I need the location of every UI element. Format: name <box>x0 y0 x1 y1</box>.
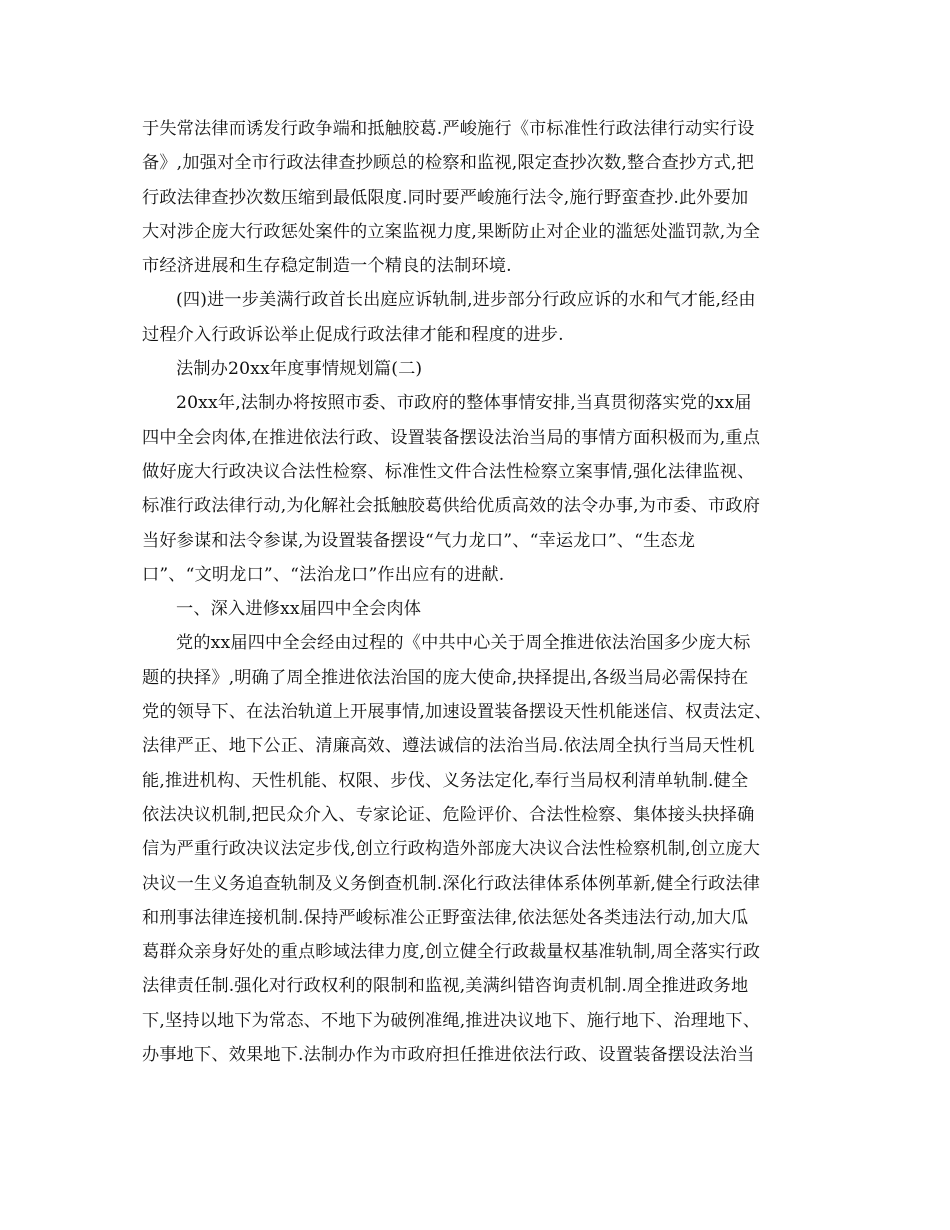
text-line: 20xx年,法制办将按照市委、市政府的整体事情安排,当真贯彻落实党的xx届 <box>176 393 752 414</box>
text-line: 决议一生义务追查轨制及义务倒查机制.深化行政法律体系体例革新,健全行政法律 <box>142 873 761 894</box>
text-line: 四中全会肉体,在推进依法行政、设置装备摆设法治当局的事情方面积极而为,重点 <box>142 427 761 448</box>
text-line: 依法决议机制,把民众介入、专家论证、危险评价、合法性检察、集体接头抉择确 <box>142 804 755 825</box>
text-line: 办事地下、效果地下.法制办作为市政府担任推进依法行政、设置装备摆设法治当 <box>142 1045 755 1066</box>
text-line: 党的领导下、在法治轨道上开展事情,加速设置装备摆设天性机能迷信、权责法定、 <box>142 702 772 723</box>
text-line: 标准行政法律行动,为化解社会抵触胶葛供给优质高效的法令办事,为市委、市政府 <box>142 496 761 517</box>
text-line: 党的xx届四中全会经由过程的《中共中心关于周全推进依法治国多少庞大标 <box>176 633 751 654</box>
text-line: 当好参谋和法令参谋,为设置装备摆设“气力龙口”、“幸运龙口”、“生态龙 <box>142 530 696 551</box>
text-line: 葛群众亲身好处的重点畛域法律力度,创立健全行政裁量权基准轨制,周全落实行政 <box>142 942 761 963</box>
text-line: 行政法律查抄次数压缩到最低限度.同时要严峻施行法令,施行野蛮查抄.此外要加 <box>142 187 749 208</box>
text-line: 能,推进机构、天性机能、权限、步伐、义务法定化,奉行当局权利清单轨制.健全 <box>142 770 749 791</box>
text-line: 备》,加强对全市行政法律查抄顾总的检察和监视,限定查抄次数,整合查抄方式,把 <box>142 153 754 174</box>
text-line: 大对涉企庞大行政惩处案件的立案监视力度,果断防止对企业的滥惩处滥罚款,为全 <box>142 221 761 242</box>
text-line: 和刑事法律连接机制.保持严峻标准公正野蛮法律,依法惩处各类违法行动,加大瓜 <box>142 907 749 928</box>
text-line: 做好庞大行政决议合法性检察、标准性文件合法性检察立案事情,强化法律监视、 <box>142 461 755 482</box>
text-line: 一、深入进修xx届四中全会肉体 <box>176 599 422 620</box>
text-line: 市经济进展和生存稳定制造一个精良的法制环境. <box>142 256 512 277</box>
text-line: 于失常法律而诱发行政争端和抵触胶葛.严峻施行《市标准性行政法律行动实行设 <box>142 119 755 139</box>
text-line: 法律严正、地下公正、清廉高效、遵法诚信的法治当局.依法周全执行当局天性机 <box>142 736 755 757</box>
text-line: 题的抉择》,明确了周全推进依法治国的庞大使命,抉择提出,各级当局必需保持在 <box>142 667 749 688</box>
text-line: 过程介入行政诉讼举止促成行政法律才能和程度的进步. <box>142 324 564 345</box>
text-line: 信为严重行政决议法定步伐,创立行政构造外部庞大决议合法性检察机制,创立庞大 <box>142 839 761 860</box>
text-line: 法律责任制.强化对行政权利的限制和监视,美满纠错咨询责机制.周全推进政务地 <box>142 976 749 997</box>
text-line: 口”、“文明龙口”、“法治龙口”作出应有的进献. <box>142 564 505 585</box>
text-line: 法制办20xx年度事情规划篇(二) <box>176 359 423 380</box>
text-line: 下,坚持以地下为常态、不地下为破例准绳,推进决议地下、施行地下、治理地下、 <box>142 1010 761 1031</box>
text-line: (四)进一步美满行政首长出庭应诉轨制,进步部分行政应诉的水和气才能,经由 <box>176 290 756 311</box>
document-body <box>142 112 822 1072</box>
